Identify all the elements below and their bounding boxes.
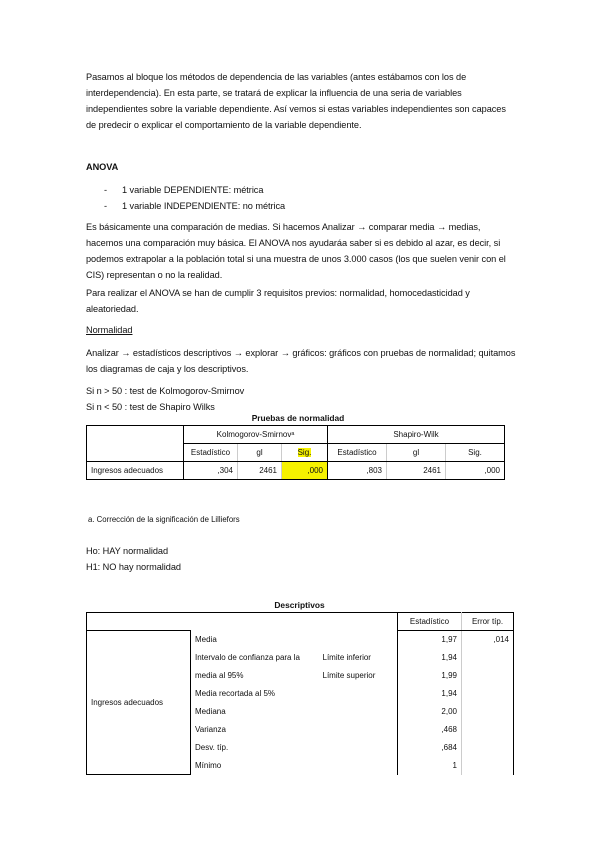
group-header-sw: Shapiro-Wilk <box>328 426 505 444</box>
statistic-sublabel <box>319 685 398 703</box>
statistic-sublabel <box>319 739 398 757</box>
anova-heading: ANOVA <box>86 162 119 172</box>
statistic-sublabel <box>319 721 398 739</box>
anova-paragraph-1 <box>86 219 516 283</box>
rule-line: Si n < 50 : test de Shapiro Wilks <box>86 402 215 412</box>
statistic-value: 1,94 <box>398 649 462 667</box>
col-header: Estadístico <box>328 444 387 462</box>
list-item-text: 1 variable DEPENDIENTE: métrica <box>122 185 264 195</box>
error-value <box>462 703 514 721</box>
statistic-value: ,684 <box>398 739 462 757</box>
group-header-ks: Kolmogorov-Smirnovᵃ <box>184 426 328 444</box>
statistic-label: Media <box>195 635 217 644</box>
list-item <box>86 182 516 198</box>
anova-paragraph-2 <box>86 285 516 317</box>
col-header: gl <box>238 444 282 462</box>
col-header: Estadístico <box>184 444 238 462</box>
statistic-value: 1,94 <box>398 685 462 703</box>
normality-table <box>86 425 505 480</box>
error-value <box>462 739 514 757</box>
statistic-label: Varianza <box>195 725 226 734</box>
statistic-value: 1 <box>398 757 462 775</box>
bullet-dash: - <box>104 185 108 195</box>
col-header: Sig. <box>446 444 505 462</box>
error-value <box>462 721 514 739</box>
anova-list <box>86 182 516 214</box>
row-label: Ingresos adecuados <box>87 462 184 480</box>
col-header-sig <box>282 444 328 462</box>
error-value <box>462 757 514 775</box>
list-item <box>86 198 516 214</box>
statistic-value: 1,99 <box>398 667 462 685</box>
normalidad-rules <box>86 383 516 415</box>
table-row <box>87 462 505 480</box>
statistic-sublabel <box>319 631 398 649</box>
statistic-label: Intervalo de confianza para la <box>195 653 300 662</box>
col-header: gl <box>387 444 446 462</box>
intro-paragraph <box>86 69 516 133</box>
normalidad-para-text: Analizar → estadísticos descriptivos → explorar → gráficos: gráficos con pruebas de normalidad; quitamos los diagramas de caja y los descriptivos. <box>86 348 516 374</box>
col-header: Estadístico <box>398 613 462 631</box>
statistic-label: Media recortada al 5% <box>195 689 276 698</box>
table-row <box>87 631 514 649</box>
list-item-text: 1 variable INDEPENDIENTE: no métrica <box>122 201 286 211</box>
corner-cell <box>87 426 184 462</box>
rule-line: Si n > 50 : test de Kolmogorov-Smirnov <box>86 386 245 396</box>
statistic-label: Desv. típ. <box>195 743 229 752</box>
statistic-label: Mínimo <box>195 761 222 770</box>
error-value: ,014 <box>462 631 514 649</box>
error-value <box>462 667 514 685</box>
anova-para1-text: Es básicamente una comparación de medias. Si hacemos Analizar → comparar media → medias, hacemos una comparación muy básica. El ANOVA nos ayudaráa saber si es debido al azar, es decir, si podemos extrapolar a la población total si una muestra de unos 3.000 casos (los que suelen venir con el CIS) representan o no la realidad. <box>86 222 506 280</box>
statistic-value: 2,00 <box>398 703 462 721</box>
statistic-sublabel <box>319 703 398 721</box>
normalidad-paragraph <box>86 345 516 377</box>
statistic-sublabel: Límite inferior <box>319 649 398 667</box>
hypothesis-line: Ho: HAY normalidad <box>86 546 168 556</box>
intro-text: Pasamos al bloque los métodos de dependencia de las variables (antes estábamos con los de interdependencia). En esta parte, se tratará de explicar la influencia de una seria de variables independientes sobre la variable dependiente. Así vemos si estas variables independientes son capaces de predecir o explicar el comportamiento de la variable dependiente. <box>86 72 506 130</box>
table-cell: ,000 <box>446 462 505 480</box>
table-cell: ,304 <box>184 462 238 480</box>
statistic-value: ,468 <box>398 721 462 739</box>
table-cell: ,803 <box>328 462 387 480</box>
statistic-label: Mediana <box>195 707 226 716</box>
normalidad-heading: Normalidad <box>86 325 133 335</box>
hypothesis-line: H1: NO hay normalidad <box>86 562 181 572</box>
error-value <box>462 649 514 667</box>
table-cell: 2461 <box>238 462 282 480</box>
table-row <box>87 426 505 444</box>
descriptives-table-title: Descriptivos <box>274 600 325 610</box>
normality-table-title: Pruebas de normalidad <box>251 413 345 423</box>
highlighted-sig-label: Sig. <box>297 448 312 457</box>
statistic-sublabel: Límite superior <box>319 667 398 685</box>
row-group-label: Ingresos adecuados <box>87 631 191 775</box>
anova-para2-text: Para realizar el ANOVA se han de cumplir 3 requisitos previos: normalidad, homocedasticidad y aleatoriedad. <box>86 288 470 314</box>
highlighted-sig-value: ,000 <box>282 462 328 480</box>
table-cell: 2461 <box>387 462 446 480</box>
statistic-sublabel <box>319 757 398 775</box>
normality-footnote: a. Corrección de la significación de Lilliefors <box>88 515 240 524</box>
statistic-label: media al 95% <box>195 671 244 680</box>
descriptives-table <box>86 612 514 775</box>
corner-cell <box>87 613 398 631</box>
hypotheses <box>86 543 181 575</box>
col-header: Error típ. <box>462 613 514 631</box>
error-value <box>462 685 514 703</box>
statistic-value: 1,97 <box>398 631 462 649</box>
table-row <box>87 613 514 631</box>
bullet-dash: - <box>104 201 108 211</box>
